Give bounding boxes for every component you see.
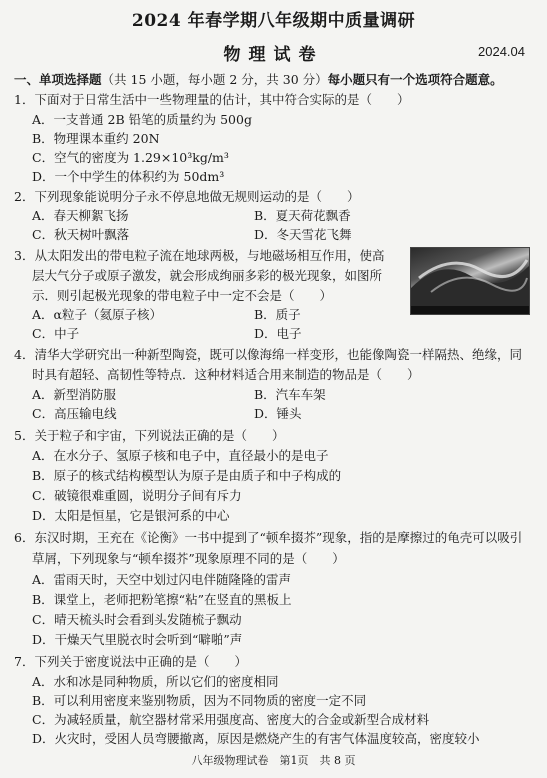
- question-6-option-b: B．课堂上，老师把粉笔擦“粘”在竖直的黑板上: [32, 592, 292, 607]
- question-2-option-d: D．冬天雪花飞舞: [254, 227, 352, 242]
- question-4-stem-line-2: 时具有超轻、高韧性等特点．这种材料适合用来制造的物品是（ ）: [32, 367, 420, 382]
- question-1-option-c: C．空气的密度为 1.29×10³kg/m³: [32, 150, 229, 165]
- question-3-option-d: D．电子: [254, 326, 302, 341]
- question-4-option-c: C．高压输电线: [32, 406, 117, 421]
- question-4-option-a: A．新型消防服: [32, 387, 117, 402]
- question-4-option-b: B．汽车车架: [254, 387, 326, 402]
- question-3-stem-line-2: 层大气分子或原子激发，就会形成绚丽多彩的极光现象，如图所: [32, 268, 383, 283]
- question-1-option-b: B．物理课本重约 20N: [32, 131, 160, 146]
- question-2-option-a: A．春天柳絮飞扬: [32, 208, 129, 223]
- question-3-option-b: B．质子: [254, 307, 301, 322]
- question-1-stem: 1．下面对于日常生活中一些物理量的估计，其中符合实际的是（ ）: [14, 92, 410, 107]
- question-6-option-a: A．雷雨天时，天空中划过闪电伴随隆隆的雷声: [32, 572, 292, 587]
- question-3-option-c: C．中子: [32, 326, 80, 341]
- exam-subject: 物理试卷: [223, 45, 324, 65]
- question-5-option-a: A．在水分子、氢原子核和电子中，直径最小的是电子: [32, 448, 329, 463]
- question-4-option-d: D．锤头: [254, 406, 302, 421]
- question-7-option-b: B．可以利用密度来鉴别物质，因为不同物质的密度一定不同: [32, 693, 367, 708]
- section-title: 一、单项选择题: [14, 72, 102, 87]
- question-7-stem: 7．下列关于密度说法中正确的是（ ）: [14, 654, 247, 669]
- exam-date: 2024.04: [478, 44, 525, 59]
- exam-title: 2024 年春学期八年级期中质量调研: [131, 11, 416, 31]
- question-2-stem: 2．下列现象能说明分子永不停息地做无规则运动的是（ ）: [14, 189, 360, 204]
- question-6-option-d: D．干燥天气里脱衣时会听到“噼啪”声: [32, 632, 243, 647]
- question-7-option-a: A．水和冰是同种物质，所以它们的密度相同: [32, 674, 279, 689]
- section-note: （共 15 小题，每小题 2 分，共 30 分）: [101, 72, 328, 87]
- question-5-option-b: B．原子的核式结构模型认为原子是由质子和中子构成的: [32, 468, 342, 483]
- question-2-option-b: B．夏天荷花飘香: [254, 208, 351, 223]
- question-3-stem-line-3: 示．则引起极光现象的带电粒子中一定不会是（ ）: [32, 288, 333, 303]
- question-5-stem: 5．关于粒子和宇宙，下列说法正确的是（ ）: [14, 428, 285, 443]
- question-7-option-d: D．火灾时，受困人员弯腰撤离，原因是燃烧产生的有害气体温度较高，密度较小: [32, 731, 480, 746]
- question-6-stem-line-1: 6．东汉时期，王充在《论衡》一书中提到了“顿牟掇芥”现象，指的是摩擦过的龟壳可以吸引: [14, 530, 523, 545]
- question-2-option-c: C．秋天树叶飘落: [32, 227, 130, 242]
- question-6-stem-line-2: 草屑，下列现象与“顿牟掇芥”现象原理不同的是（ ）: [32, 551, 345, 566]
- question-3-option-a: A．α粒子（氦原子核）: [32, 307, 162, 322]
- question-7-option-c: C．为减轻质量，航空器材常采用强度高、密度大的合金或新型合成材料: [32, 712, 430, 727]
- question-4-stem-line-1: 4．清华大学研究出一种新型陶瓷，既可以像海绵一样变形，也能像陶瓷一样隔热、绝缘，同: [14, 347, 522, 362]
- page-footer: 八年级物理试卷 第1页 共 8 页: [191, 754, 356, 767]
- question-3-stem-line-1: 3．从太阳发出的带电粒子流在地球两极，与地磁场相互作用，使高: [14, 248, 385, 263]
- aurora-photo-icon: [410, 247, 530, 315]
- question-6-option-c: C．晴天梳头时会看到头发随梳子飘动: [32, 612, 242, 627]
- question-1-option-a: A．一支普通 2B 铅笔的质量约为 500g: [32, 112, 252, 127]
- question-1-option-d: D．一个中学生的体积约为 50dm³: [32, 169, 225, 184]
- question-5-option-c: C．破镜很难重圆，说明分子间有斥力: [32, 488, 242, 503]
- question-5-option-d: D．太阳是恒星，它是银河系的中心: [32, 508, 230, 523]
- section-instruction: 每小题只有一个选项符合题意。: [327, 72, 503, 87]
- section-heading: [14, 70, 503, 88]
